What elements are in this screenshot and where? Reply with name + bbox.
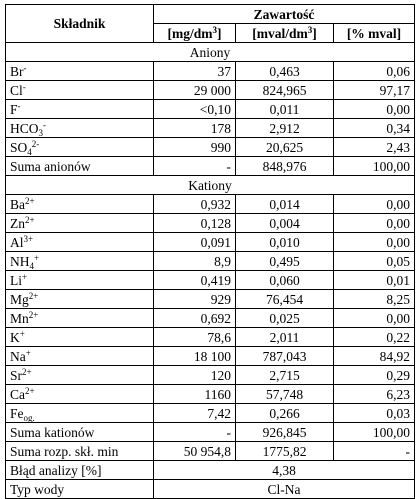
component-name: $NH_4^+$ (6, 252, 154, 271)
anions-section (6, 43, 415, 176)
pct-value: 6,23 (334, 385, 415, 404)
mval-value: 787,043 (236, 347, 334, 366)
mval-value: 926,845 (236, 423, 334, 442)
table-row (6, 100, 415, 119)
pct-value: 0,01 (334, 271, 415, 290)
mg-value: 1160 (154, 385, 236, 404)
table-row (6, 195, 415, 214)
mval-value: 0,266 (236, 404, 334, 423)
summary-section (6, 442, 415, 499)
total-min-row (6, 442, 415, 461)
table-row (6, 214, 415, 233)
mg-value: <0,10 (154, 100, 236, 119)
component-name: Suma anionów (6, 157, 154, 176)
total-min-mg: 50 954,8 (154, 442, 236, 461)
component-name: $Ba^{2+}$ (6, 195, 154, 214)
component-name: $Ca^{2+}$ (6, 385, 154, 404)
unit-mval-header: $[mval/dm^3]$ (236, 24, 334, 43)
mg-value: 178 (154, 119, 236, 138)
mval-value: 57,748 (236, 385, 334, 404)
component-name: $Sr^{2+}$ (6, 366, 154, 385)
pct-value: 84,92 (334, 347, 415, 366)
mg-value: 0,932 (154, 195, 236, 214)
table-row (6, 81, 415, 100)
mg-value: 37 (154, 62, 236, 81)
table-row (6, 328, 415, 347)
water-composition-table (5, 4, 415, 499)
composition-table-wrapper (5, 4, 415, 499)
table-row (6, 404, 415, 423)
mg-value: 0,692 (154, 309, 236, 328)
pct-value: 0,06 (334, 62, 415, 81)
component-header: Składnik (6, 5, 154, 43)
table-row (6, 290, 415, 309)
table-row (6, 366, 415, 385)
component-name: $Mg^{2+}$ (6, 290, 154, 309)
pct-value: 97,17 (334, 81, 415, 100)
component-name: $Zn^{2+}$ (6, 214, 154, 233)
content-header: Zawartość (154, 5, 415, 24)
water-type-label: Typ wody (6, 480, 154, 499)
mg-value: 78,6 (154, 328, 236, 347)
pct-value: 0,34 (334, 119, 415, 138)
pct-value: 0,00 (334, 309, 415, 328)
component-name: Cl- (6, 81, 154, 100)
mval-value: 0,004 (236, 214, 334, 233)
mg-value: 929 (154, 290, 236, 309)
table-row (6, 271, 415, 290)
mg-value: 0,419 (154, 271, 236, 290)
mg-value: 8,9 (154, 252, 236, 271)
anions-title-row (6, 43, 415, 62)
table-row (6, 347, 415, 366)
table-row (6, 252, 415, 271)
mg-value: - (154, 423, 236, 442)
component-name: $Mn^{2+}$ (6, 309, 154, 328)
mval-value: 0,495 (236, 252, 334, 271)
mg-value: - (154, 157, 236, 176)
pct-value: 100,00 (334, 423, 415, 442)
mg-value: 120 (154, 366, 236, 385)
mg-value: 0,091 (154, 233, 236, 252)
pct-value: 0,05 (334, 252, 415, 271)
anions-title: Aniony (6, 43, 415, 62)
mval-value: 0,060 (236, 271, 334, 290)
mg-value: 29 000 (154, 81, 236, 100)
pct-value: 0,03 (334, 404, 415, 423)
mg-value: 7,42 (154, 404, 236, 423)
unit-pct-header: [% mval] (334, 24, 415, 43)
cations-title: Kationy (6, 176, 415, 195)
mval-value: 20,625 (236, 138, 334, 157)
mval-value: 2,715 (236, 366, 334, 385)
pct-value: 0,00 (334, 100, 415, 119)
component-name: Na+ (6, 347, 154, 366)
table-row (6, 138, 415, 157)
mg-value: 18 100 (154, 347, 236, 366)
pct-value: 0,22 (334, 328, 415, 347)
mval-value: 0,011 (236, 100, 334, 119)
error-value: 4,38 (154, 461, 415, 480)
pct-value: 0,00 (334, 233, 415, 252)
mval-value: 2,912 (236, 119, 334, 138)
pct-value: 0,00 (334, 214, 415, 233)
mval-value: 824,965 (236, 81, 334, 100)
component-name: $Al^{3+}$ (6, 233, 154, 252)
mg-value: 990 (154, 138, 236, 157)
water-type-value: Cl-Na (154, 480, 415, 499)
total-min-pct: - (334, 442, 415, 461)
mval-value: 848,976 (236, 157, 334, 176)
table-row (6, 423, 415, 442)
component-name: $HCO_3^-$ (6, 119, 154, 138)
pct-value: 0,00 (334, 195, 415, 214)
cations-section (6, 176, 415, 442)
component-name: F- (6, 100, 154, 119)
table-row (6, 119, 415, 138)
unit-mg-header: $[mg/dm^3]$ (154, 24, 236, 43)
pct-value: 2,43 (334, 138, 415, 157)
mval-value: 0,010 (236, 233, 334, 252)
error-label: Błąd analizy [%] (6, 461, 154, 480)
water-type-row (6, 480, 415, 499)
component-name: K+ (6, 328, 154, 347)
total-min-label: Suma rozp. skł. min (6, 442, 154, 461)
pct-value: 100,00 (334, 157, 415, 176)
mg-value: 0,128 (154, 214, 236, 233)
pct-value: 8,25 (334, 290, 415, 309)
mval-value: 0,014 (236, 195, 334, 214)
table-row (6, 233, 415, 252)
component-name: $SO_4^{2-}$ (6, 138, 154, 157)
pct-value: 0,29 (334, 366, 415, 385)
table-row (6, 385, 415, 404)
cations-title-row (6, 176, 415, 195)
component-name: Suma kationów (6, 423, 154, 442)
component-name: Br- (6, 62, 154, 81)
mval-value: 0,463 (236, 62, 334, 81)
mval-value: 76,454 (236, 290, 334, 309)
table-row (6, 309, 415, 328)
mval-value: 0,025 (236, 309, 334, 328)
component-name: Li+ (6, 271, 154, 290)
total-min-mval: 1775,82 (236, 442, 334, 461)
component-name: $Fe_{og.}$ (6, 404, 154, 423)
mval-value: 2,011 (236, 328, 334, 347)
header-row (6, 5, 415, 24)
error-row (6, 461, 415, 480)
table-row (6, 62, 415, 81)
table-row (6, 157, 415, 176)
